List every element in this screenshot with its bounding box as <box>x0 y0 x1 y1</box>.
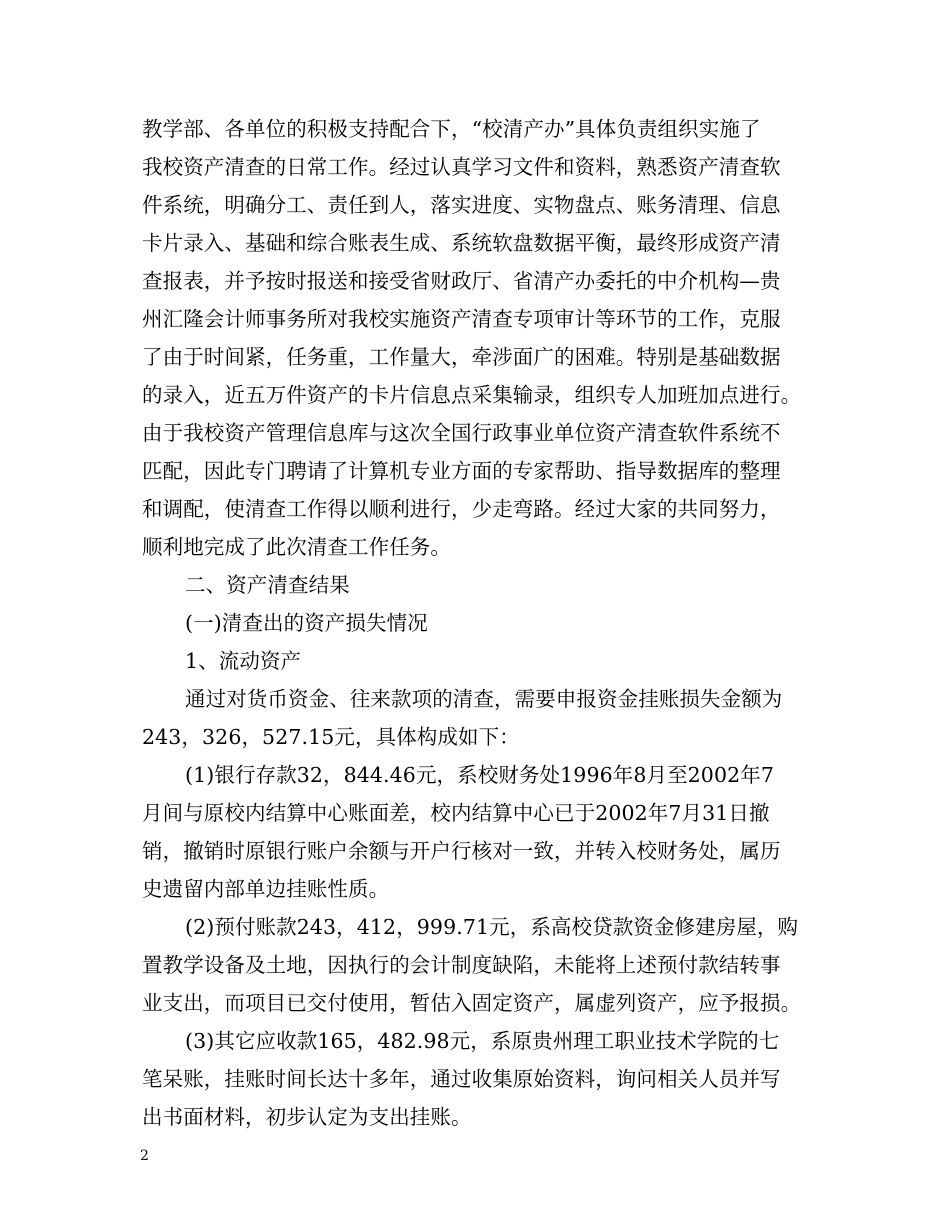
subsubsection-heading: 1、流动资产 <box>185 649 302 673</box>
page-number: 2 <box>140 1148 149 1164</box>
body-text-line: 243，326，527.15元，具体构成如下： <box>142 725 520 749</box>
body-text-line: 了由于时间紧，任务重，工作量大，牵涉面广的困难。特别是基础数据 <box>142 345 781 369</box>
body-text-line: 件系统，明确分工、责任到人，落实进度、实物盘点、账务清理、信息 <box>142 193 781 217</box>
body-text-line: (1)银行存款32，844.46元，系校财务处1996年8月至2002年7 <box>185 763 774 787</box>
body-text-line: 史遗留内部单边挂账性质。 <box>142 877 390 901</box>
body-text-line: 业支出，而项目已交付使用，暂估入固定资产，属虚列资产，应予报损。 <box>142 991 802 1015</box>
section-heading: 二、资产清查结果 <box>185 573 350 597</box>
body-text-line: 查报表，并予按时报送和接受省财政厅、省清产办委托的中介机构—贵 <box>142 269 781 293</box>
subsection-heading: (一)清查出的资产损失情况 <box>185 611 428 635</box>
body-text-line: 顺利地完成了此次清查工作任务。 <box>142 535 451 559</box>
body-text-line: 和调配，使清查工作得以顺利进行，少走弯路。经过大家的共同努力， <box>142 497 781 521</box>
body-text-line: 通过对货币资金、往来款项的清查，需要申报资金挂账损失金额为 <box>185 687 783 711</box>
body-text-line: (3)其它应收款165，482.98元，系原贵州理工职业技术学院的七 <box>185 1029 780 1053</box>
body-text-line: 匹配，因此专门聘请了计算机专业方面的专家帮助、指导数据库的整理 <box>142 459 781 483</box>
body-text-line: 月间与原校内结算中心账面差，校内结算中心已于2002年7月31日撤 <box>142 801 770 825</box>
body-text-line: 的录入，近五万件资产的卡片信息点采集输录，组织专人加班加点进行。 <box>142 383 802 407</box>
body-text-line: 置教学设备及土地，因执行的会计制度缺陷，未能将上述预付款结转事 <box>142 953 781 977</box>
body-text-line: 州汇隆会计师事务所对我校实施资产清查专项审计等环节的工作，克服 <box>142 307 781 331</box>
body-text-line: (2)预付账款243，412，999.71元，系高校贷款资金修建房屋，购 <box>185 915 799 939</box>
body-text-line: 由于我校资产管理信息库与这次全国行政事业单位资产清查软件系统不 <box>142 421 781 445</box>
body-text-line: 卡片录入、基础和综合账表生成、系统软盘数据平衡，最终形成资产清 <box>142 231 781 255</box>
body-text-line: 销，撤销时原银行账户余额与开户行核对一致，并转入校财务处，属历 <box>142 839 781 863</box>
body-text-line: 笔呆账，挂账时间长达十多年，通过收集原始资料，询问相关人员并写 <box>142 1067 781 1091</box>
body-text-line: 我校资产清查的日常工作。经过认真学习文件和资料，熟悉资产清查软 <box>142 155 781 179</box>
body-text-line: 教学部、各单位的积极支持配合下，“校清产办”具体负责组织实施了 <box>142 117 761 141</box>
body-text-line: 出书面材料，初步认定为支出挂账。 <box>142 1105 472 1129</box>
